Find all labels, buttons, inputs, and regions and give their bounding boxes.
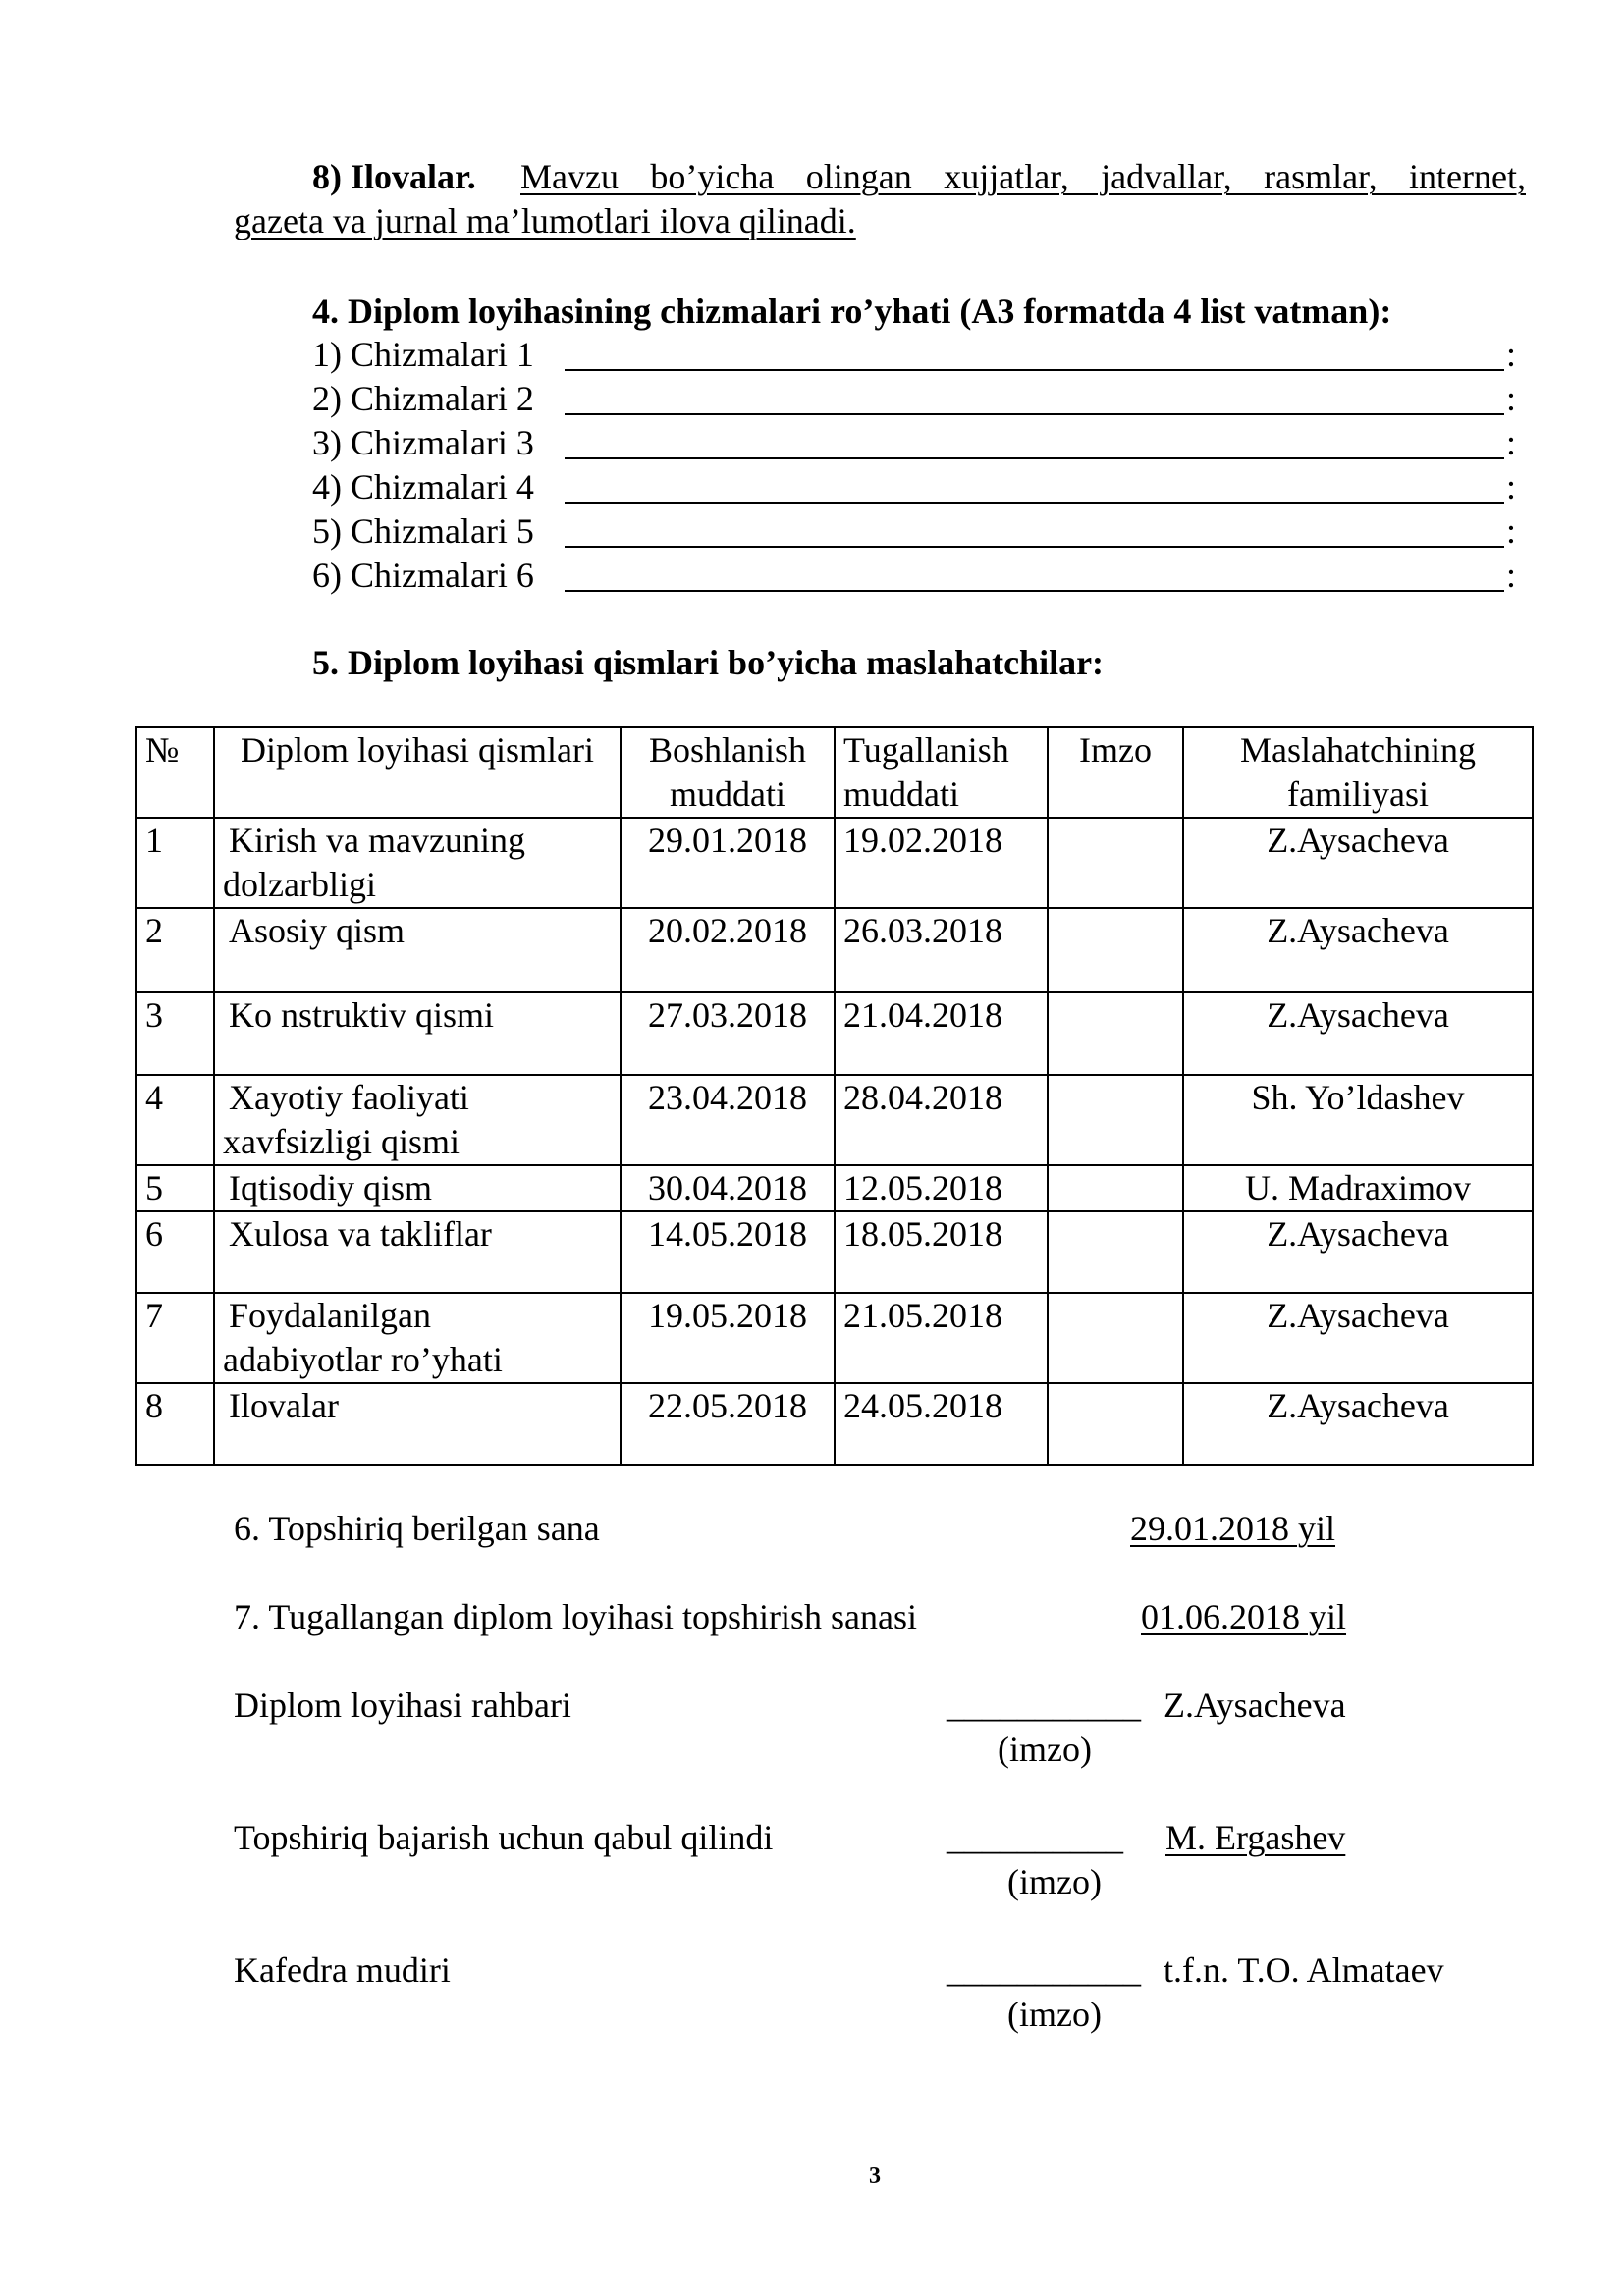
- signature-role: Kafedra mudiri: [234, 1950, 451, 1990]
- drawing-fill-line: [565, 413, 1504, 415]
- drawings-heading: 4. Diplom loyihasining chizmalari ro’yhati (A3 formatda 4 list vatman):: [312, 292, 1392, 331]
- col-header-sign: Imzo: [1048, 727, 1183, 818]
- drawing-item: 1) Chizmalari 1: [312, 335, 534, 374]
- row-sign: [1048, 1165, 1183, 1211]
- drawing-fill-line: [565, 502, 1504, 504]
- section8-line1-prefix: [312, 155, 476, 199]
- drawing-item: 2) Chizmalari 2: [312, 379, 534, 418]
- drawing-end-mark: :: [1506, 511, 1517, 551]
- row-part-line2: adabiyotlar ro’yhati: [223, 1340, 503, 1379]
- signature-role: Topshiriq bajarish uchun qabul qilindi: [234, 1818, 774, 1857]
- drawing-end-mark: :: [1506, 556, 1517, 595]
- row-part: Xulosa va takliflar: [214, 1211, 621, 1293]
- row-advisor: Sh. Yo’ldashev: [1183, 1075, 1533, 1165]
- row-number: 8: [136, 1383, 214, 1465]
- row-number: 2: [136, 908, 214, 992]
- row-sign: [1048, 818, 1183, 908]
- signature-line: ___________: [947, 1685, 1141, 1725]
- drawing-end-mark: :: [1506, 467, 1517, 507]
- row-end: 18.05.2018: [835, 1211, 1048, 1293]
- row-number: 1: [136, 818, 214, 908]
- row-sign: [1048, 1383, 1183, 1465]
- row-advisor: Z.Aysacheva: [1183, 992, 1533, 1075]
- row-part-line2: dolzarbligi: [223, 865, 376, 904]
- assigned-date-value: 29.01.2018 yil: [1130, 1509, 1336, 1548]
- table-row: [136, 1383, 1533, 1465]
- signature-name: Z.Aysacheva: [1164, 1685, 1346, 1725]
- table-row: [136, 908, 1533, 992]
- table-header-row: [136, 727, 1533, 818]
- section8-number: 8): [312, 157, 342, 196]
- signature-name: M. Ergashev: [1165, 1818, 1346, 1857]
- row-part-line2: xavfsizligi qismi: [223, 1122, 460, 1161]
- row-part: Asosiy qism: [214, 908, 621, 992]
- signature-role: Diplom loyihasi rahbari: [234, 1685, 571, 1725]
- drawing-fill-line: [565, 546, 1504, 548]
- row-end: 19.02.2018: [835, 818, 1048, 908]
- row-sign: [1048, 1075, 1183, 1165]
- row-part: [214, 1075, 621, 1165]
- col-header-number: №: [136, 727, 214, 818]
- row-end: 12.05.2018: [835, 1165, 1048, 1211]
- signature-line: ___________: [947, 1950, 1141, 1990]
- row-sign: [1048, 1293, 1183, 1383]
- drawing-fill-line: [565, 369, 1504, 371]
- row-number: 4: [136, 1075, 214, 1165]
- signature-name: t.f.n. T.O. Almataev: [1164, 1950, 1444, 1990]
- row-start: 30.04.2018: [621, 1165, 835, 1211]
- table-row: [136, 1211, 1533, 1293]
- signature-caption: (imzo): [1007, 1995, 1102, 2034]
- col-header-advisor: Maslahatchining familiyasi: [1183, 727, 1533, 818]
- row-part-line1: Xayotiy faoliyati: [229, 1078, 469, 1117]
- drawing-item: 4) Chizmalari 4: [312, 467, 534, 507]
- drawing-item: 3) Chizmalari 3: [312, 423, 534, 462]
- drawing-end-mark: :: [1506, 423, 1517, 462]
- row-end: 21.05.2018: [835, 1293, 1048, 1383]
- row-advisor: Z.Aysacheva: [1183, 1211, 1533, 1293]
- row-start: 22.05.2018: [621, 1383, 835, 1465]
- table-row: [136, 1165, 1533, 1211]
- row-end: 28.04.2018: [835, 1075, 1048, 1165]
- row-sign: [1048, 1211, 1183, 1293]
- assigned-date-label: 6. Topshiriq berilgan sana: [234, 1509, 600, 1548]
- row-part-line1: Kirish va mavzuning: [229, 821, 525, 860]
- drawing-end-mark: :: [1506, 335, 1517, 374]
- row-part-line1: Foydalanilgan: [229, 1296, 431, 1335]
- drawing-end-mark: :: [1506, 379, 1517, 418]
- row-part: Ilovalar: [214, 1383, 621, 1465]
- row-sign: [1048, 992, 1183, 1075]
- row-end: 26.03.2018: [835, 908, 1048, 992]
- col-header-part: Diplom loyihasi qismlari: [214, 727, 621, 818]
- advisors-table: [135, 726, 1534, 1466]
- submit-date-value: 01.06.2018 yil: [1141, 1597, 1347, 1636]
- row-start: 29.01.2018: [621, 818, 835, 908]
- row-start: 20.02.2018: [621, 908, 835, 992]
- row-end: 24.05.2018: [835, 1383, 1048, 1465]
- section8-title: Ilovalar.: [351, 157, 476, 196]
- table-row: [136, 992, 1533, 1075]
- col-header-start: Boshlanish muddati: [621, 727, 835, 818]
- drawing-item: 5) Chizmalari 5: [312, 511, 534, 551]
- section8-line1: Mavzu bo’yicha olingan xujjatlar, jadvallar, rasmlar, internet,: [520, 157, 1526, 196]
- row-advisor: Z.Aysacheva: [1183, 1383, 1533, 1465]
- row-start: 19.05.2018: [621, 1293, 835, 1383]
- row-advisor: Z.Aysacheva: [1183, 818, 1533, 908]
- row-number: 5: [136, 1165, 214, 1211]
- col-header-end: Tugallanish muddati: [835, 727, 1048, 818]
- advisors-heading: 5. Diplom loyihasi qismlari bo’yicha maslahatchilar:: [312, 643, 1105, 682]
- drawing-item: 6) Chizmalari 6: [312, 556, 534, 595]
- table-row: [136, 1075, 1533, 1165]
- row-start: 23.04.2018: [621, 1075, 835, 1165]
- drawing-fill-line: [565, 590, 1504, 592]
- submit-date-label: 7. Tugallangan diplom loyihasi topshirish sanasi: [234, 1597, 918, 1636]
- signature-caption: (imzo): [998, 1730, 1092, 1769]
- row-end: 21.04.2018: [835, 992, 1048, 1075]
- row-part: [214, 818, 621, 908]
- page-number: 3: [869, 2163, 881, 2189]
- row-advisor: Z.Aysacheva: [1183, 1293, 1533, 1383]
- row-part: Ko nstruktiv qismi: [214, 992, 621, 1075]
- drawing-fill-line: [565, 457, 1504, 459]
- row-advisor: Z.Aysacheva: [1183, 908, 1533, 992]
- row-part: [214, 1293, 621, 1383]
- table-row: [136, 818, 1533, 908]
- row-number: 7: [136, 1293, 214, 1383]
- row-number: 6: [136, 1211, 214, 1293]
- row-number: 3: [136, 992, 214, 1075]
- row-part: Iqtisodiy qism: [214, 1165, 621, 1211]
- table-row: [136, 1293, 1533, 1383]
- signature-line: __________: [947, 1818, 1123, 1857]
- row-advisor: U. Madraximov: [1183, 1165, 1533, 1211]
- row-start: 14.05.2018: [621, 1211, 835, 1293]
- row-sign: [1048, 908, 1183, 992]
- signature-caption: (imzo): [1007, 1862, 1102, 1901]
- row-start: 27.03.2018: [621, 992, 835, 1075]
- section8-line2: gazeta va jurnal ma’lumotlari ilova qilinadi.: [234, 201, 856, 240]
